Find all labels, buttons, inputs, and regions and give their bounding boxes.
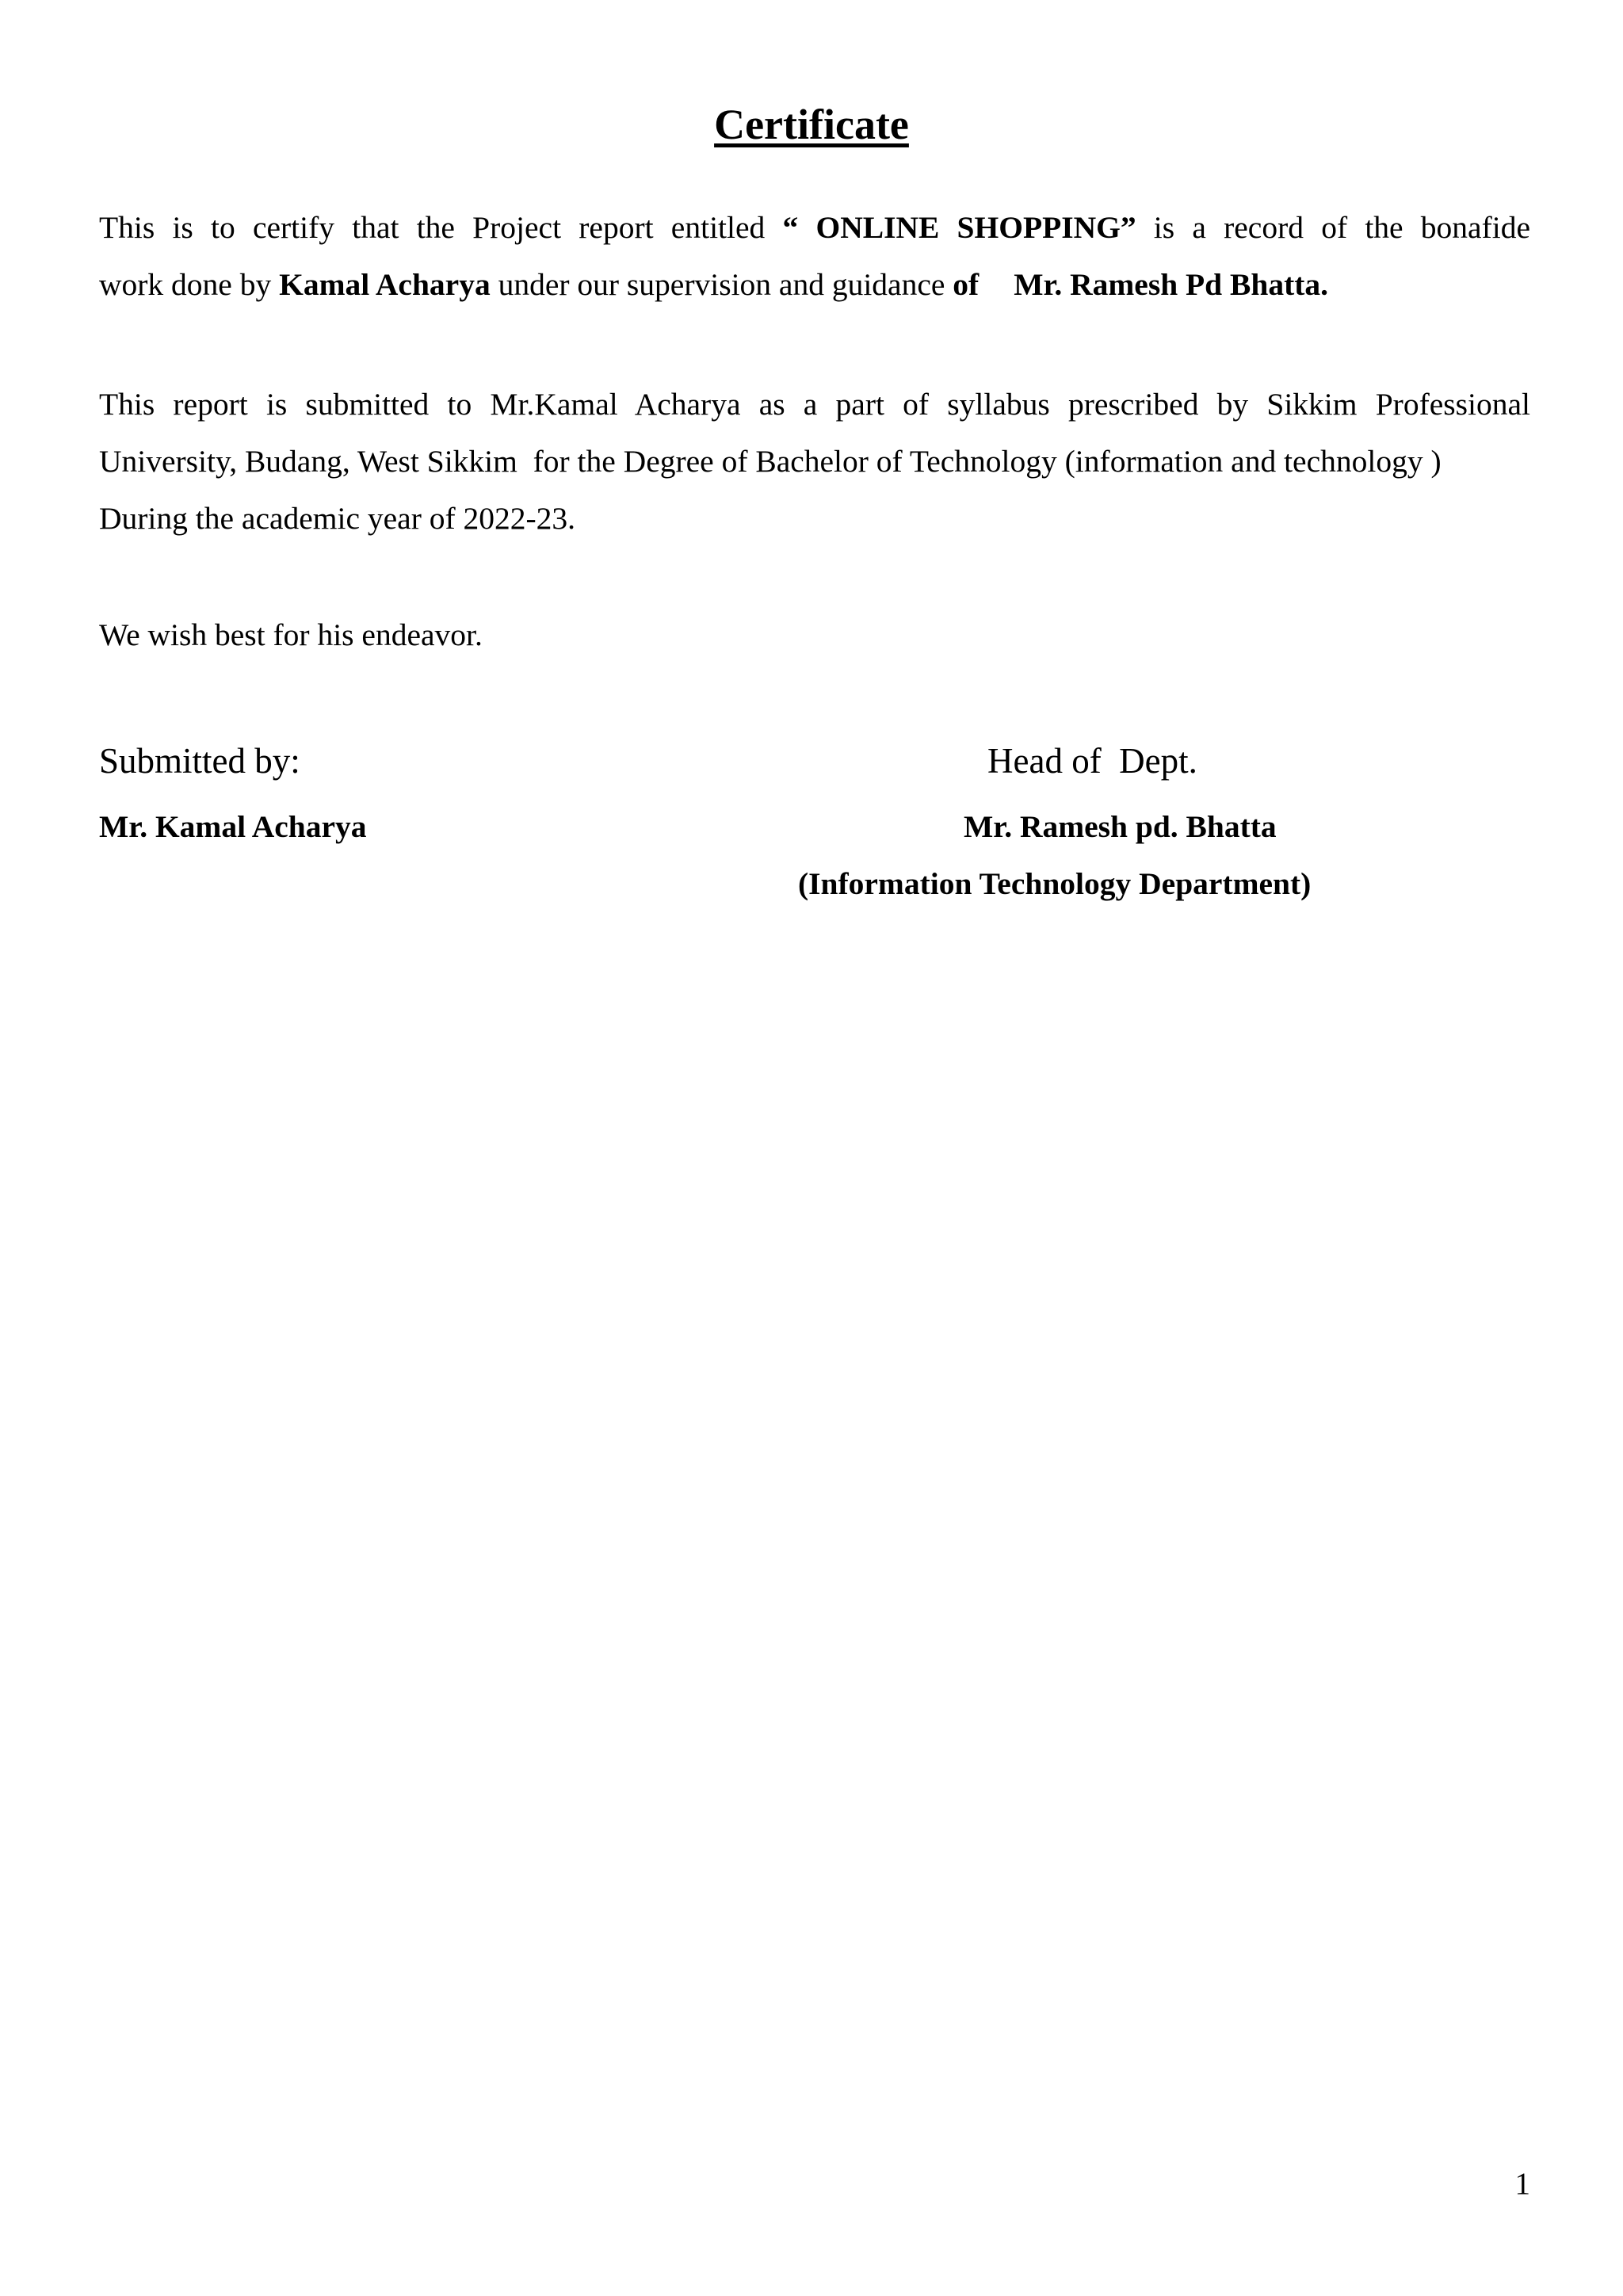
page-number: 1 bbox=[1514, 2167, 1530, 2201]
wishes-paragraph: We wish best for his endeavor. bbox=[99, 617, 483, 652]
submission-line-1: This report is submitted to Mr.Kamal Acharya as a part of syllabus prescribed by Sikkim Professional bbox=[99, 387, 1530, 422]
head-of-dept-name: Mr. Ramesh pd. Bhatta bbox=[964, 809, 1277, 844]
submission-line-2: University, Budang, West Sikkim for the Degree of Bachelor of Technology (information and technology ) bbox=[99, 444, 1442, 479]
certification-line-2-prefix: work done by bbox=[99, 267, 280, 302]
student-name: Kamal Acharya bbox=[279, 267, 491, 302]
project-title: “ ONLINE SHOPPING” bbox=[782, 210, 1136, 245]
head-of-dept-department: (Information Technology Department) bbox=[798, 866, 1312, 901]
submission-line-3: During the academic year of 2022-23. bbox=[99, 501, 576, 536]
submitted-by-name: Mr. Kamal Acharya bbox=[99, 809, 367, 844]
submission-paragraph bbox=[99, 376, 1530, 547]
certification-line-2 bbox=[99, 256, 1530, 313]
certification-line-1-prefix: This is to certify that the Project report entitled bbox=[99, 210, 783, 245]
page-title: Certificate bbox=[714, 101, 909, 148]
submitted-by-label: Submitted by: bbox=[99, 741, 300, 781]
of-word: of bbox=[953, 267, 980, 302]
certification-line-1-suffix: is a record of the bonafide bbox=[1136, 210, 1530, 245]
certification-line-2-middle: under our supervision and guidance bbox=[490, 267, 953, 302]
certification-line-1 bbox=[99, 199, 1530, 256]
certification-paragraph bbox=[99, 199, 1530, 313]
guide-name: Mr. Ramesh Pd Bhatta. bbox=[1014, 267, 1329, 302]
head-of-dept-label: Head of Dept. bbox=[987, 741, 1197, 781]
